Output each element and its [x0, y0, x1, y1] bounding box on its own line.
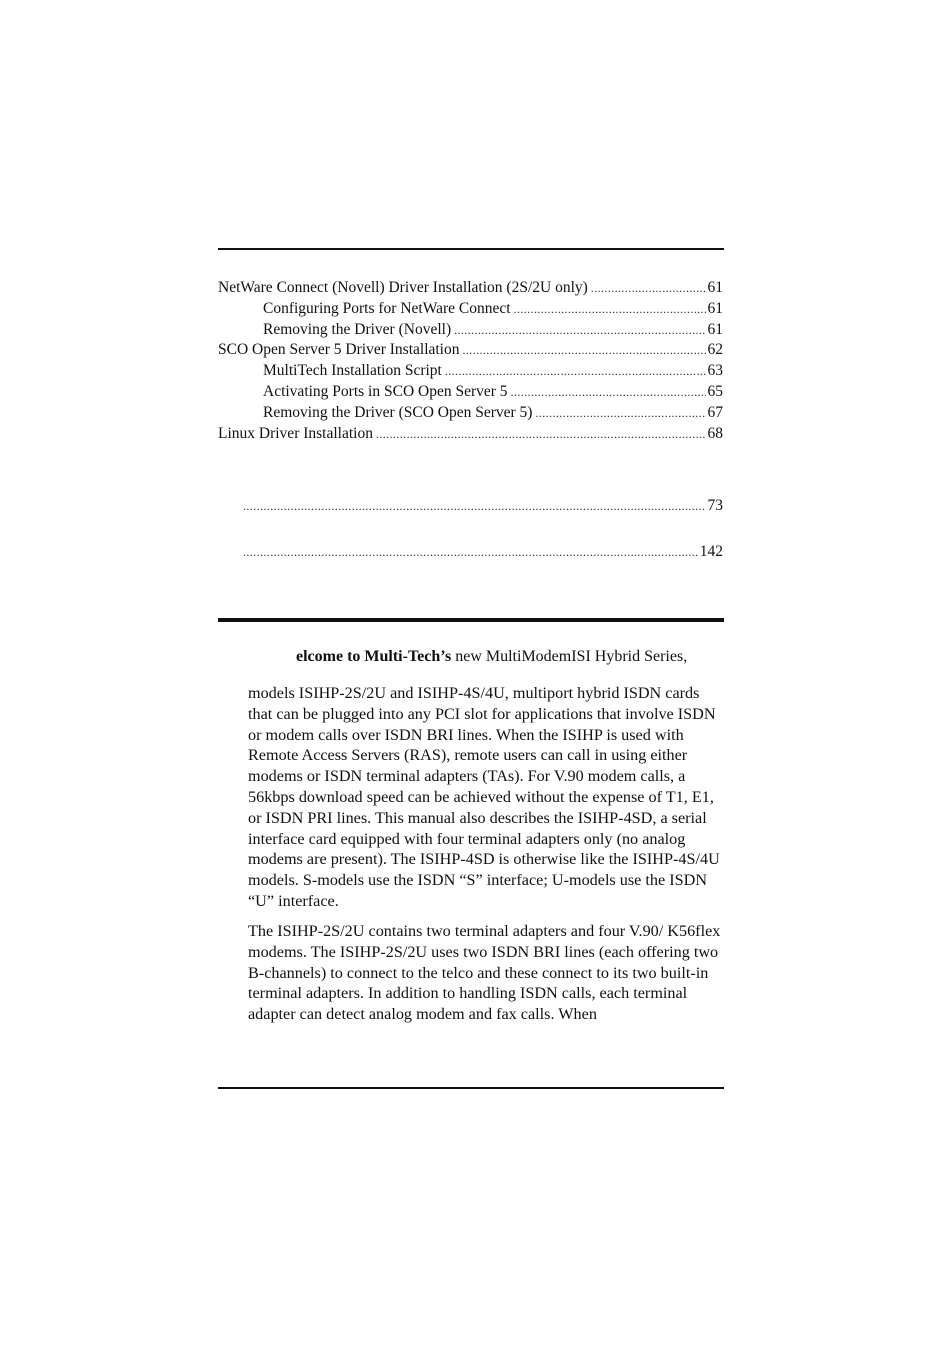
toc-entry-title: Removing the Driver (Novell)	[263, 320, 452, 338]
top-rule	[218, 248, 724, 250]
toc-page-number: 65	[707, 382, 723, 400]
toc-page-number: 61	[707, 279, 723, 296]
toc-entry-title: NetWare Connect (Novell) Driver Installation (2S/2U only)	[218, 279, 588, 296]
intro-line	[296, 648, 687, 666]
toc-entry-title: SCO Open Server 5 Driver Installation	[218, 341, 460, 359]
toc-leader-dots	[514, 299, 706, 320]
toc-leader-dots	[454, 320, 705, 341]
toc-leader-dots	[445, 361, 706, 382]
toc-leader-dots	[243, 545, 698, 560]
toc-entry[interactable]	[218, 299, 723, 320]
intro-bold-lead: elcome to Multi-Tech’s	[296, 648, 452, 665]
toc-entry[interactable]	[218, 361, 723, 382]
toc-leader-dots	[243, 499, 706, 514]
toc-entry[interactable]	[218, 340, 723, 361]
toc-page-number: 61	[707, 299, 723, 317]
body-paragraph: The ISIHP-2S/2U contains two terminal adapters and four V.90/ K56flex modems. The ISIHP-2S/2U uses two ISDN BRI lines (each offering two B-channels) to connect to the telco and these connect to its two built-in terminal adapters. In addition to handling ISDN calls, each terminal adapter can detect analog modem and fax calls. When	[248, 922, 721, 1024]
toc-entry[interactable]	[218, 278, 723, 299]
toc-orphan-entry[interactable]	[243, 497, 723, 515]
bottom-rule	[218, 1087, 724, 1089]
toc-page-number: 63	[707, 362, 723, 380]
toc-entry-title: Configuring Ports for NetWare Connect	[263, 299, 511, 317]
intro-rest: new MultiModemISI Hybrid Series,	[451, 648, 688, 665]
toc-leader-dots	[591, 278, 706, 299]
toc-leader-dots	[463, 340, 706, 361]
toc-entry[interactable]	[218, 403, 723, 424]
toc-entry-title: MultiTech Installation Script	[263, 362, 442, 380]
body-paragraph: models ISIHP-2S/2U and ISIHP-4S/4U, multiport hybrid ISDN cards that can be plugged into any PCI slot for applications that involve ISDN or modem calls over ISDN BRI lines. When the ISIHP is used with Remote Access Servers (RAS), remote users can call in using either modems or ISDN terminal adapters (TAs). For V.90 modem calls, a 56kbps download speed can be achieved without the expense of T1, E1, or ISDN PRI lines. This manual also describes the ISIHP-4SD, a serial interface card equipped with four terminal adapters only (no analog modems are present). The ISIHP-4SD is otherwise like the ISIHP-4S/4U models. S-models use the ISDN “S” interface; U-models use the ISDN “U” interface.	[248, 684, 720, 910]
toc-entry[interactable]	[218, 382, 723, 403]
toc-page-number: 62	[707, 341, 723, 359]
toc-page-number: 68	[707, 424, 723, 442]
toc-orphan-entry[interactable]	[243, 543, 723, 561]
toc-page-number: 67	[707, 403, 723, 421]
toc-entry[interactable]	[218, 424, 723, 445]
toc-page-number: 142	[699, 543, 723, 560]
toc-page-number: 61	[707, 320, 723, 338]
table-of-contents	[218, 278, 723, 444]
toc-leader-dots	[511, 382, 706, 403]
toc-leader-dots	[376, 424, 706, 445]
toc-page-number: 73	[707, 497, 723, 514]
toc-leader-dots	[535, 403, 705, 424]
toc-entry-title: Activating Ports in SCO Open Server 5	[263, 382, 508, 400]
toc-entry[interactable]	[218, 320, 723, 341]
toc-entry-title: Linux Driver Installation	[218, 424, 373, 442]
section-rule	[218, 618, 724, 622]
toc-entry-title: Removing the Driver (SCO Open Server 5)	[263, 403, 533, 421]
